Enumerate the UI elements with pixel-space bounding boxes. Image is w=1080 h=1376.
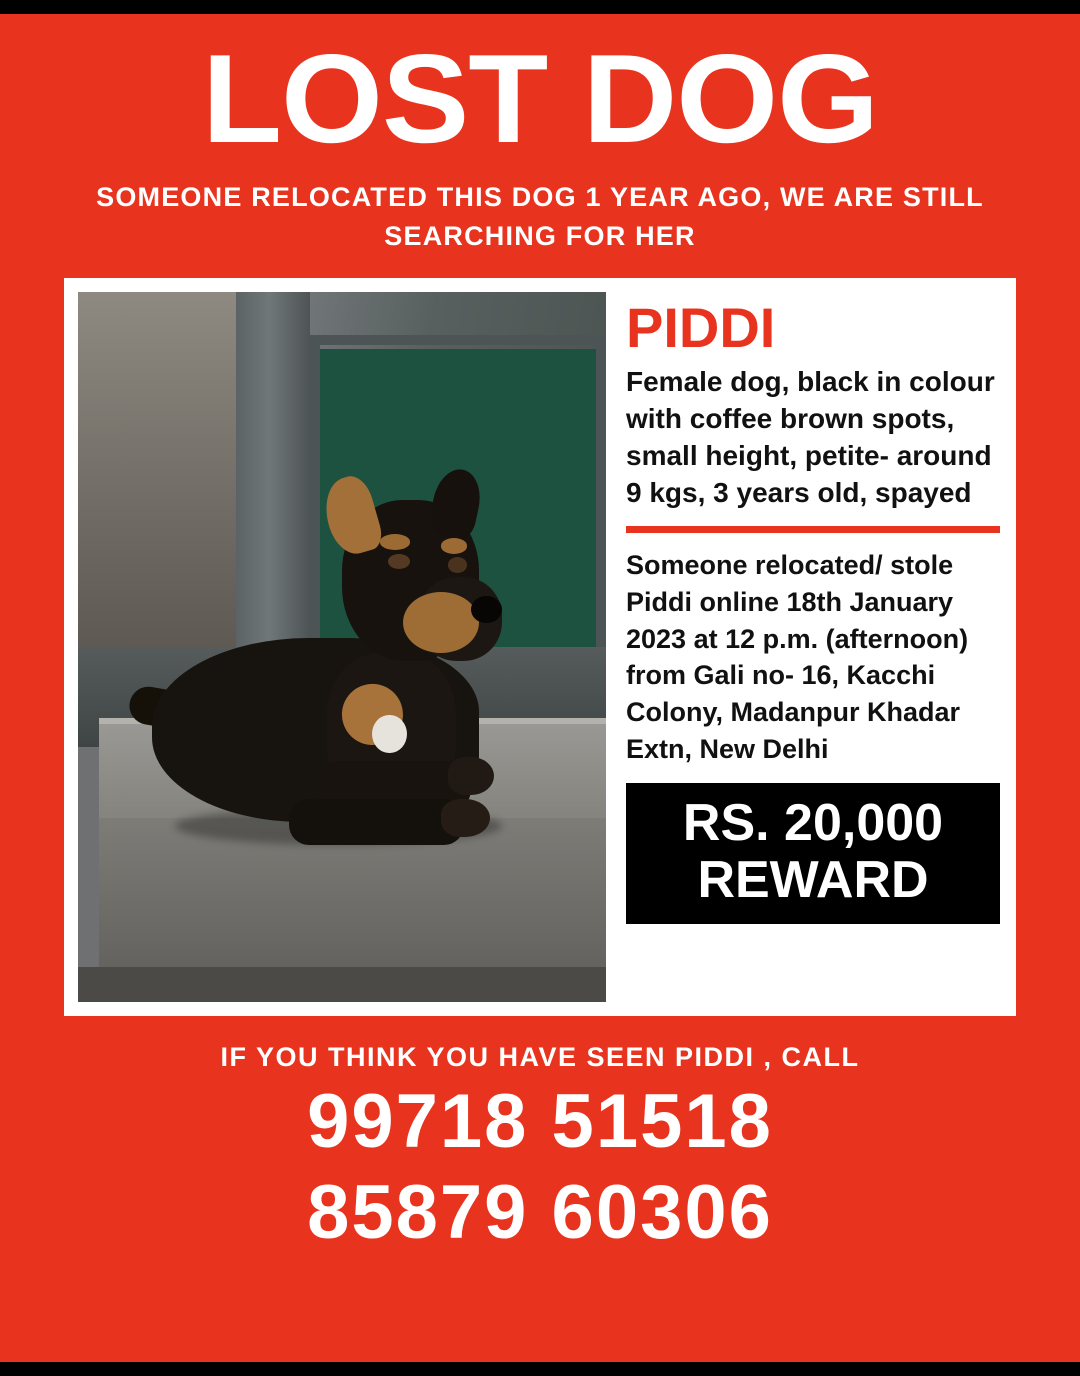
dog-muzzle-tan xyxy=(403,592,479,653)
dog-paw-upper xyxy=(448,757,494,795)
reward-amount: RS. 20,000 xyxy=(682,794,944,853)
page-title: LOST DOG xyxy=(202,28,879,169)
dog-brow-right xyxy=(441,538,468,553)
divider xyxy=(626,526,1000,533)
reward-badge xyxy=(626,783,1000,923)
dog-white-chest-patch xyxy=(372,715,406,753)
pet-name: PIDDI xyxy=(626,296,776,360)
pet-info xyxy=(620,292,1002,1002)
phone-number-primary[interactable]: 99718 51518 xyxy=(307,1079,773,1165)
reward-label: REWARD xyxy=(697,850,929,909)
phone-number-secondary[interactable]: 85879 60306 xyxy=(307,1170,773,1256)
poster-subtitle: SOMEONE RELOCATED THIS DOG 1 YEAR AGO, WE ARE STILL SEARCHING FOR HER xyxy=(96,182,984,252)
incident-details: Someone relocated/ stole Piddi online 18th January 2023 at 12 p.m. (afternoon) from Gali no- 16, Kacchi Colony, Madanpur Khadar Extn, New Delhi xyxy=(626,550,969,764)
dog-illustration xyxy=(152,477,532,860)
pet-description: Female dog, black in colour with coffee brown spots, small height, petite- around 9 kgs, 3 years old, spayed xyxy=(626,366,995,509)
dog-eye-left xyxy=(388,554,411,569)
dog-eye-right xyxy=(448,557,467,572)
dog-photo xyxy=(78,292,606,1002)
call-to-action: IF YOU THINK YOU HAVE SEEN PIDDI , CALL xyxy=(220,1042,860,1073)
poster-card xyxy=(64,278,1016,1016)
dog-brow-left xyxy=(380,534,410,549)
photo-floor xyxy=(78,967,606,1003)
dog-front-leg-lower xyxy=(289,799,464,845)
dog-ear-left xyxy=(317,472,386,559)
poster-body xyxy=(0,14,1080,1362)
dog-nose xyxy=(471,596,501,623)
dog-ear-right xyxy=(427,465,486,542)
